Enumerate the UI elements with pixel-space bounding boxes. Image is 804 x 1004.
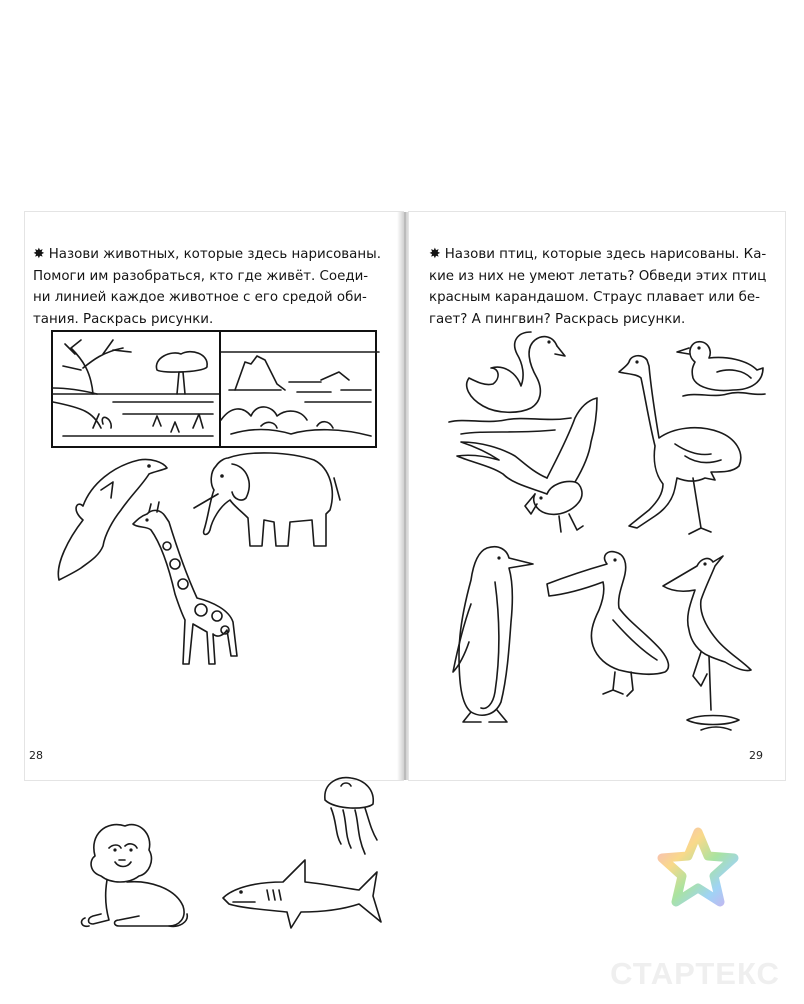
heron (655, 544, 765, 730)
duck (667, 338, 767, 402)
jellyfish (317, 774, 381, 858)
task-line: красным карандашом. Страус плавает или бе- (429, 290, 760, 305)
left-task-text (33, 244, 381, 330)
savanna-scene (53, 332, 219, 446)
task-line: Помоги им разобраться, кто где живёт. Соеди- (33, 268, 369, 284)
left-page (25, 212, 403, 780)
task-line: гает? А пингвин? Раскрась рисунки. (429, 311, 686, 327)
habitat-scenes-frame (51, 330, 377, 448)
task-line: кие из них не умеют летать? Обведи этих птиц (429, 268, 767, 284)
page-number: 29 (749, 749, 763, 762)
star-logo-icon (656, 826, 740, 908)
bullet-icon: ✸ (33, 246, 45, 262)
task-line: ✸ Назови животных, которые здесь нарисованы. (33, 246, 381, 262)
right-task-text (429, 244, 766, 330)
bullet-icon: ✸ (429, 246, 441, 262)
startex-watermark (610, 826, 780, 996)
task-line: тания. Раскрась рисунки. (33, 311, 214, 327)
task-line: ни линией каждое животное с его средой оби- (33, 290, 367, 305)
page-number: 28 (29, 749, 43, 762)
right-page (409, 212, 785, 780)
shark (221, 854, 381, 934)
giraffe (117, 498, 247, 668)
eagle (451, 398, 631, 538)
open-workbook (25, 212, 785, 780)
task-line: ✸ Назови птиц, которые здесь нарисованы. Ка- (429, 246, 767, 262)
watermark-text: СТАРТЕКС (610, 956, 780, 991)
penguin (447, 542, 541, 728)
lion (79, 816, 195, 936)
sea-scene (221, 332, 379, 446)
